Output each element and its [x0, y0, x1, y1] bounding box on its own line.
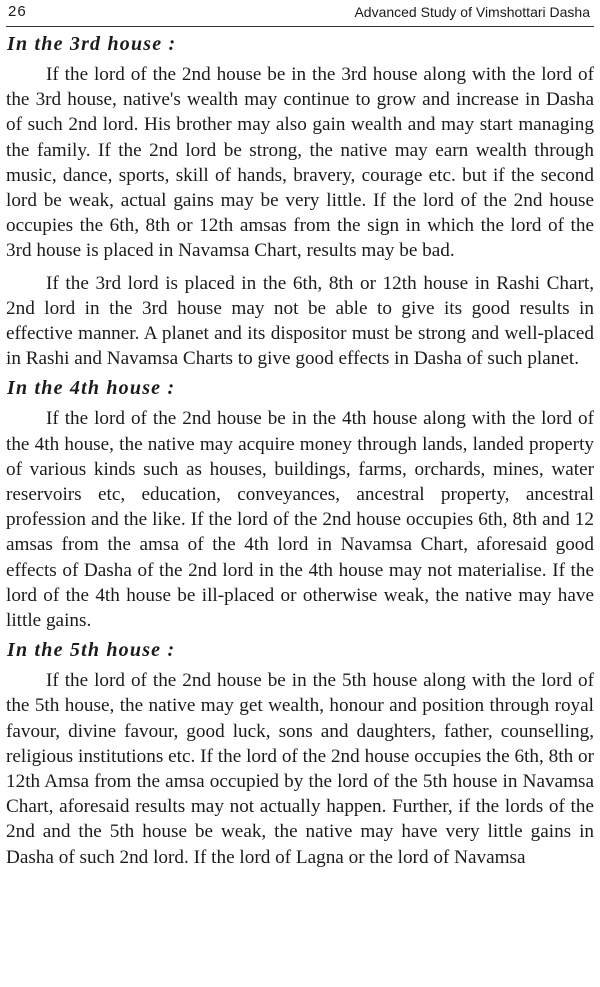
section-3rd-house [6, 33, 594, 371]
paragraph: If the 3rd lord is placed in the 6th, 8th or 12th house in Rashi Chart, 2nd lord in the 3rd house may not be able to give its good results in effective manner. A planet and its dispositor must be strong and well-placed in Rashi and Navamsa Charts to give good effects in Dasha of such planet. [6, 272, 594, 370]
book-title: Advanced Study of Vimshottari Dasha [354, 4, 590, 20]
paragraph: If the lord of the 2nd house be in the 5th house along with the lord of the 5th house, the native may get wealth, honour and position through royal favour, divine favour, good luck, sons and daughters, father, counselling, religious institutions etc. If the lord of the 2nd house occupies the 6th, 8th or 12th Amsa from the amsa occupied by the lord of the 5th house in Navamsa Chart, aforesaid results may not actually happen. Further, if the lords of the 2nd and the 5th house be weak, the native may have very little gains in Dasha of such 2nd lord. If the lord of Lagna or the lord of Navamsa [6, 670, 594, 868]
section-heading: In the 5th house : [7, 639, 176, 662]
section-5th-house [6, 639, 594, 870]
running-head [6, 2, 594, 26]
page-number: 26 [8, 3, 27, 20]
section-heading: In the 4th house : [7, 377, 176, 400]
section-heading: In the 3rd house : [7, 33, 177, 55]
paragraph: If the lord of the 2nd house be in the 3rd house along with the lord of the 3rd house, native's wealth may continue to grow and increase in Dasha of such 2nd lord. His brother may also gain wealth and may start managing the family. If the 2nd lord be strong, the native may earn wealth through music, dance, sports, skill of hands, bravery, courage etc. but if the second lord be weak, actual gains may be very little. If the lord of the 2nd house occupies the 6th, 8th or 12th amsas from the sign in which the lord of the 3rd house is placed in Navamsa Chart, results may be bad. [6, 64, 594, 262]
paragraph: If the lord of the 2nd house be in the 4th house along with the lord of the 4th house, the native may acquire money through lands, landed property of various kinds such as houses, buildings, farms, orchards, mines, water reservoirs etc, education, conveyances, ancestral property, ancestral profession and the like. If the lord of the 2nd house occupies 6th, 8th and 12 amsas from the amsa of the 4th lord in Navamsa Chart, aforesaid good effects of Dasha of the 2nd lord in the 4th house may not materialise. If the lord of the 4th house be ill-placed or otherwise weak, the native may have little gains. [6, 408, 594, 632]
section-4th-house [6, 377, 594, 633]
header-rule [6, 26, 594, 27]
